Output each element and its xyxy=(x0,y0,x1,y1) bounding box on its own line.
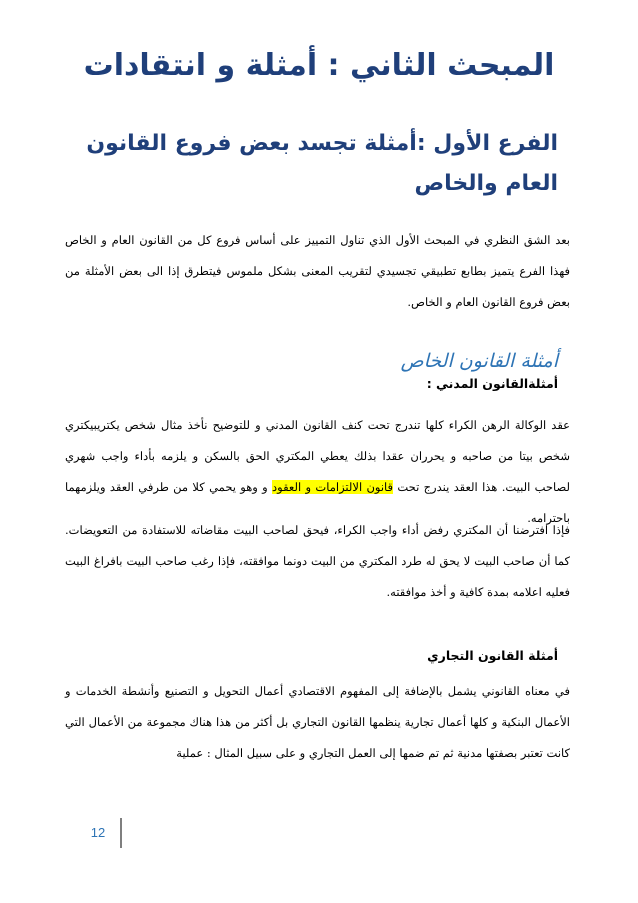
commercial-law-paragraph: في معناه القانوني يشمل بالإضافة إلى المفهوم الاقتصادي أعمال التحويل و التصنيع وأنشطة الخدمات و الأعمال البنكية و كلها أعمال تجارية ينظمها القانون التجاري بل أكثر من هذا هناك مجموعة من الأعمال التي كانت تعتبر بصفتها مدنية ثم تم ضمها إلى العمل التجاري و على سبيل المثال : عملية xyxy=(65,684,570,760)
page-title: المبحث الثاني : أمثلة و انتقادات xyxy=(83,48,555,83)
private-law-section-title: أمثلة القانون الخاص xyxy=(400,350,558,372)
highlighted-law-name: قانون الالتزامات و العقود xyxy=(272,480,394,494)
branch-heading: الفرع الأول :أمثلة تجسد بعض فروع القانون العام والخاص xyxy=(86,131,558,196)
civil-law-paragraph-2: فإذا افترضنا أن المكتري رفض أداء واجب الكراء، فيحق لصاحب البيت مقاضاته للاستفادة من التعويضات. كما أن صاحب البيت لا يحق له طرد المكتري من البيت دونما موافقته، فإذا رغب صاحب البيت بافراغ البيت فعليه اعلامه بمدة كافية و أخذ موافقته. xyxy=(65,523,570,599)
page-number: 12 xyxy=(90,825,106,840)
commercial-law-label: أمثلة القانون التجاري xyxy=(427,648,558,663)
civil-text-before: عقد الوكالة الرهن الكراء كلها تندرج تحت كنف القانون المدني و للتوضيح نأخذ مثال شخص يكتريبيكتري شخص بيتا من صاحبه و يحرران عقدا بذلك يعطي المكتري الحق بالسكن و يلزمه بأداء واجب شهري لصاحب البيت. هذا العقد يندرج تحت xyxy=(65,418,570,494)
civil-law-label: أمثلةالقانون المدني : xyxy=(426,376,558,391)
intro-paragraph: بعد الشق النظري في المبحث الأول الذي تناول التمييز على أساس فروع كل من القانون العام و الخاص فهذا الفرع يتميز بطابع تطبيقي تجسيدي لتقريب المعنى بشكل ملموس فيتطرق إذا الى بعض الأمثلة من بعض فروع القانون العام و الخاص. xyxy=(65,233,570,309)
footer-separator xyxy=(120,818,122,848)
civil-text-after: و وهو يحمي كلا من طرفي العقد ويلزمهما باحترامه. xyxy=(65,480,570,525)
